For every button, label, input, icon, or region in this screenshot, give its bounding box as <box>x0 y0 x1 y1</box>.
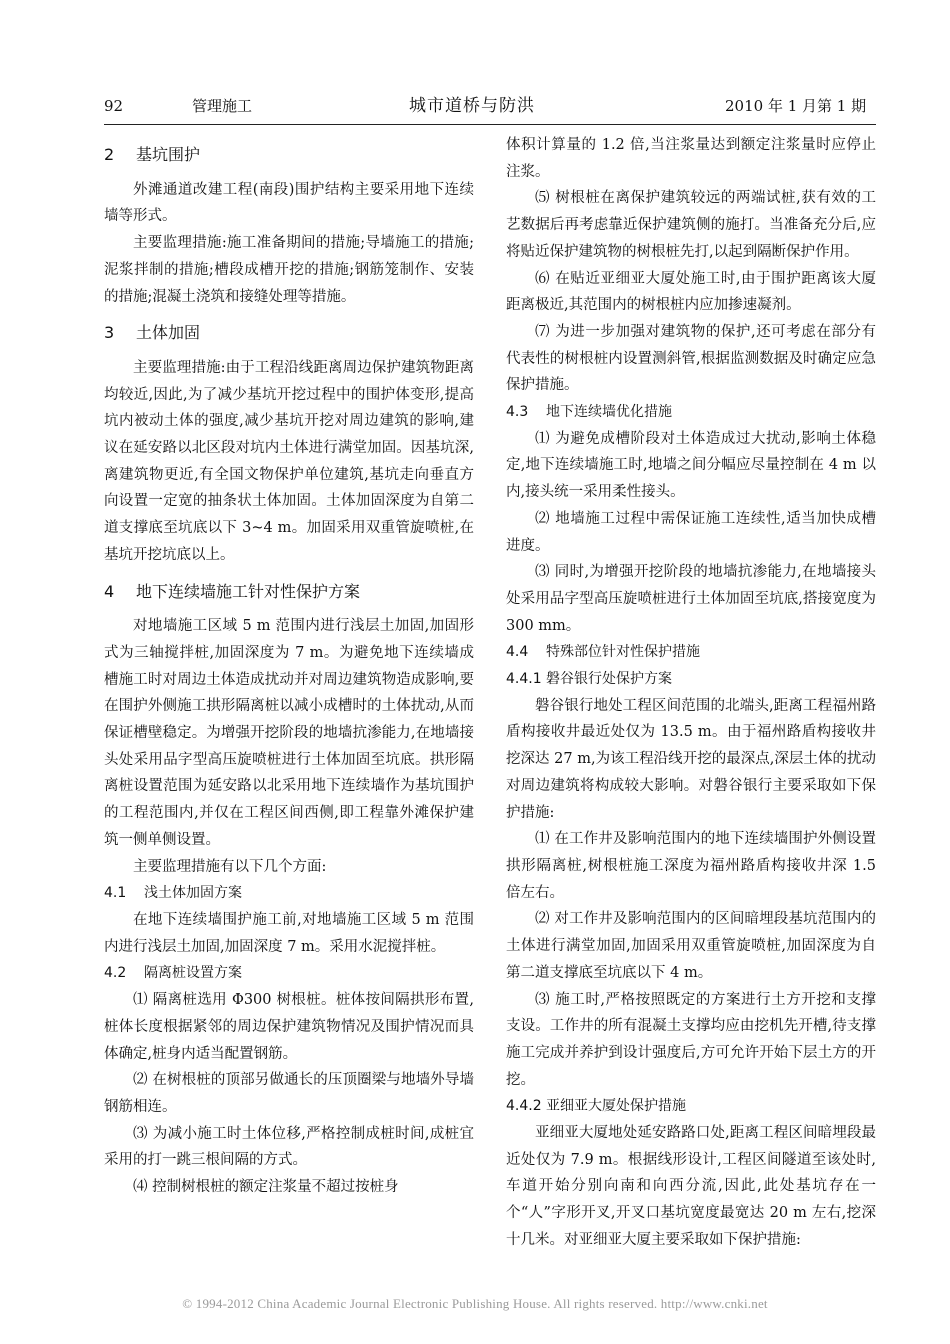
subsection-heading <box>506 1093 876 1120</box>
paragraph: 在地下连续墙围护施工前,对地墙施工区域 5 m 范围内进行浅层土加固,加固深度 7 m。采用水泥搅拌桩。 <box>104 911 474 955</box>
heading-number: 4.2 <box>104 965 127 982</box>
heading-text: 土体加固 <box>136 323 201 343</box>
heading-number: 4.3 <box>506 404 529 421</box>
subsection-heading <box>506 666 876 693</box>
journal-title: 城市道桥与防洪 <box>409 96 535 116</box>
heading-number: 4 <box>104 581 115 601</box>
heading-text: 地下连续墙优化措施 <box>546 404 672 421</box>
paragraph: ⑹ 在贴近亚细亚大厦处施工时,由于围护距离该大厦距离极近,其范围内的树根桩内应加掺速凝剂。 <box>506 270 876 314</box>
paragraph: ⑶ 为减小施工时土体位移,严格控制成桩时间,成桩宜采用的打一跳三根间隔的方式。 <box>104 1125 474 1169</box>
heading-text: 基坑围护 <box>136 145 201 164</box>
paragraph: ⑸ 树根桩在离保护建筑较远的两端试桩,获有效的工艺数据后再考虑靠近保护建筑侧的施打。当准备充分后,应将贴近保护建筑物的树根桩先打,以起到隔断保护作用。 <box>506 190 876 260</box>
paragraph: 磐谷银行地处工程区间范围的北端头,距离工程福州路盾构接收井最近处仅为 13.5 m。由于福州路盾构接收井挖深达 27 m,为该工程沿线开挖的最深点,深层土体的扰动对周边建筑将构成较大影响。对磐谷银行主要采取如下保护措施: <box>506 697 876 821</box>
header-rule <box>104 124 876 125</box>
heading-number: 4.4.1 <box>506 671 542 688</box>
paragraph: ⑴ 为避免成槽阶段对土体造成过大扰动,影响土体稳定,地下连续墙施工时,地墙之间分幅应尽量控制在 4 m 以内,接头统一采用柔性接头。 <box>506 430 876 501</box>
paragraph: 体积计算量的 1.2 倍,当注浆量达到额定注浆量时应停止注浆。 <box>506 137 876 180</box>
heading-text: 地下连续墙施工针对性保护方案 <box>136 581 361 601</box>
section-heading <box>104 579 474 606</box>
subsection-heading <box>104 960 474 987</box>
heading-number: 4.4.2 <box>506 1098 542 1115</box>
copyright-footer: © 1994-2012 China Academic Journal Electronic Publishing House. All rights reserved. http://www.cnki.net <box>182 1296 768 1311</box>
paragraph: 主要监理措施:由于工程沿线距离周边保护建筑物距离均较近,因此,为了减少基坑开挖过程中的围护体变形,提高坑内被动土体的强度,减少基坑开挖对周边建筑的影响,建议在延安路以北区段对坑内土体进行满堂加固。因基坑深,离建筑物更近,有全国文物保护单位建筑,基坑走向垂直方向设置一定宽的抽条状土体加固。土体加固深度为自第二道支撑底至坑底以下 3~4 m。加固采用双重管旋喷桩,在基坑开挖坑底以上。 <box>104 359 474 563</box>
paragraph: 主要监理措施有以下几个方面: <box>133 858 327 875</box>
paragraph: ⑴ 在工作井及影响范围内的地下连续墙围护外侧设置拱形隔离桩,树根桩施工深度为福州路盾构接收井深 1.5 倍左右。 <box>506 831 876 901</box>
page-number: 92 <box>104 97 124 115</box>
heading-number: 2 <box>104 145 115 164</box>
paragraph: ⑵ 对工作井及影响范围内的区间暗埋段基坑范围内的土体进行满堂加固,加固采用双重管旋喷桩,加固深度为自第二道支撑底至坑底以下 4 m。 <box>506 911 876 981</box>
section-heading <box>104 320 474 347</box>
paragraph: 对地墙施工区域 5 m 范围内进行浅层土加固,加固形式为三轴搅拌桩,加固深度为 7 m。为避免地下连续墙成槽施工时对周边土体造成扰动并对周边建筑物造成影响,要在围护外侧施工拱形隔离桩以减小成槽时的土体扰动,从而保证槽壁稳定。为增强开挖阶段的地墙抗渗能力,在地墙接头处采用品字型高压旋喷桩进行土体加固至坑底。拱形隔离桩设置范围为延安路以北采用地下连续墙作为基坑围护的工程范围内,并仅在工程区间西侧,即工程靠外滩保护建筑一侧单侧设置。 <box>104 618 474 848</box>
paragraph: ⑶ 施工时,严格按照既定的方案进行土方开挖和支撑支设。工作井的所有混凝土支撑均应由挖机先开槽,待支撑施工完成并养护到设计强度后,方可允许开始下层土方的开挖。 <box>506 991 876 1088</box>
paragraph: 亚细亚大厦地处延安路路口处,距离工程区间暗埋段最近处仅为 7.9 m。根据线形设计,工程区间隧道至该处时,车道开始分别向南和向西分流,因此,此处基坑存在一个“人”字形开叉,开叉口基坑宽度最宽达 20 m 左右,挖深十几米。对亚细亚大厦主要采取如下保护措施: <box>506 1125 876 1248</box>
heading-text: 磐谷银行处保护方案 <box>546 671 672 688</box>
heading-text: 隔离桩设置方案 <box>144 965 242 982</box>
left-column <box>104 132 474 1201</box>
paragraph: ⑷ 控制树根桩的额定注浆量不超过按桩身 <box>133 1179 399 1196</box>
heading-text: 浅土体加固方案 <box>144 885 242 902</box>
heading-text: 亚细亚大厦处保护措施 <box>546 1098 686 1115</box>
heading-number: 3 <box>104 323 115 343</box>
column-name: 管理施工 <box>192 97 253 115</box>
issue-info: 2010 年 1 月第 1 期 <box>725 97 867 115</box>
paragraph: 主要监理措施:施工准备期间的措施;导墙施工的措施;泥浆拌制的措施;槽段成槽开挖的措施;钢筋笼制作、安装的措施;混凝土浇筑和接缝处理等措施。 <box>104 235 474 305</box>
paragraph: ⑺ 为进一步加强对建筑物的保护,还可考虑在部分有代表性的树根桩内设置测斜管,根据监测数据及时确定应急保护措施。 <box>506 323 876 394</box>
paragraph: ⑵ 在树根桩的顶部另做通长的压顶圈梁与地墙外导墙钢筋相连。 <box>104 1072 474 1115</box>
paragraph: ⑶ 同时,为增强开挖阶段的地墙抗渗能力,在地墙接头处采用品字型高压旋喷桩进行土体加固至坑底,搭接宽度为 300 mm。 <box>506 564 876 634</box>
subsection-heading <box>506 399 876 426</box>
subsection-heading <box>104 880 474 907</box>
paragraph: ⑴ 隔离桩选用 Φ300 树根桩。桩体按间隔拱形布置,桩体长度根据紧邻的周边保护建筑物情况及围护情况而具体确定,桩身内适当配置钢筋。 <box>104 992 474 1062</box>
right-column <box>506 132 876 1254</box>
heading-number: 4.1 <box>104 885 127 902</box>
subsection-heading <box>506 639 876 666</box>
heading-number: 4.4 <box>506 644 529 661</box>
paragraph: 外滩通道改建工程(南段)围护结构主要采用地下连续墙等形式。 <box>104 181 474 225</box>
paragraph: ⑵ 地墙施工过程中需保证施工连续性,适当加快成槽进度。 <box>506 510 876 554</box>
section-heading <box>104 142 474 169</box>
heading-text: 特殊部位针对性保护措施 <box>546 644 700 661</box>
